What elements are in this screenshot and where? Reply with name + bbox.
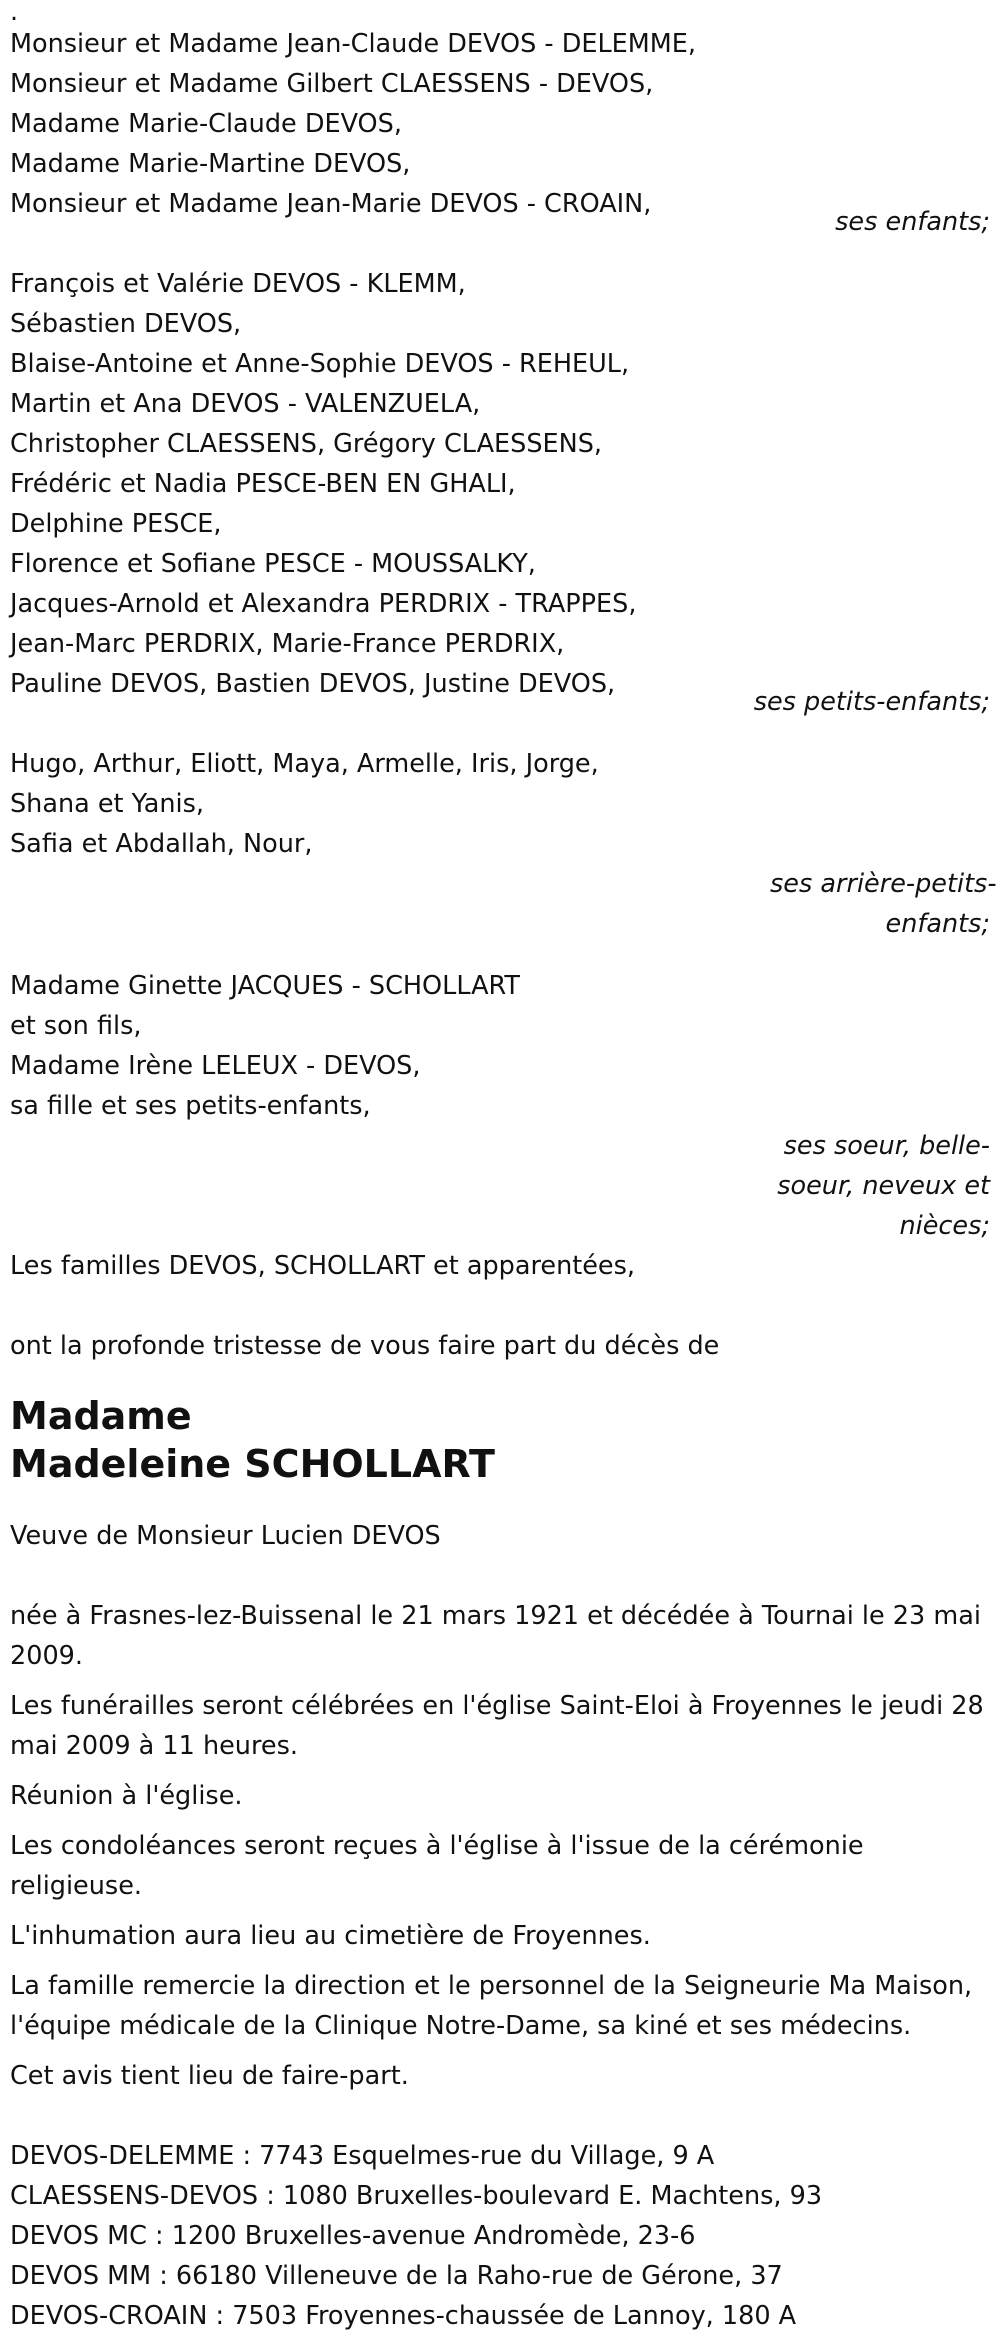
address-line: DEVOS MC : 1200 Bruxelles-avenue Andromède, 23-6 bbox=[10, 2221, 696, 2251]
grandchild-line: Jean-Marc PERDRIX, Marie-France PERDRIX, bbox=[10, 629, 565, 659]
grandchild-line: Blaise-Antoine et Anne-Sophie DEVOS - REHEUL, bbox=[10, 349, 630, 379]
great-grandchild-line: Hugo, Arthur, Eliott, Maya, Armelle, Iris, Jorge, bbox=[10, 749, 599, 779]
grandchild-line: Jacques-Arnold et Alexandra PERDRIX - TRAPPES, bbox=[10, 589, 637, 619]
thanks-paragraph: La famille remercie la direction et le personnel de la Seigneurie Ma Maison, l'équipe médicale de la Clinique Notre-Dame, sa kiné et ses médecins. bbox=[10, 1971, 973, 2041]
sibling-line: Madame Ginette JACQUES - SCHOLLART bbox=[10, 971, 520, 1001]
address-line: DEVOS-CROAIN : 7503 Froyennes-chaussée de Lannoy, 180 A bbox=[10, 2301, 797, 2331]
relation-line: enfants; bbox=[885, 909, 990, 939]
children-relation: ses enfants; bbox=[835, 207, 990, 237]
child-line: Monsieur et Madame Jean-Claude DEVOS - DELEMME, bbox=[10, 29, 696, 59]
widow-of-line: Veuve de Monsieur Lucien DEVOS bbox=[10, 1521, 441, 1551]
meeting-paragraph: Réunion à l'église. bbox=[10, 1781, 243, 1811]
siblings-block bbox=[10, 966, 990, 1246]
child-line: Monsieur et Madame Gilbert CLAESSENS - DEVOS, bbox=[10, 69, 654, 99]
great-grandchildren-relation bbox=[770, 864, 997, 944]
great-grandchild-line: Shana et Yanis, bbox=[10, 789, 204, 819]
grandchild-line: Frédéric et Nadia PESCE-BEN EN GHALI, bbox=[10, 469, 516, 499]
addresses-list bbox=[10, 2136, 990, 2336]
child-line: Monsieur et Madame Jean-Marie DEVOS - CROAIN, bbox=[10, 189, 652, 219]
grandchild-line: Delphine PESCE, bbox=[10, 509, 222, 539]
relation-line: soeur, neveux et bbox=[777, 1171, 990, 1201]
address-line: DEVOS MM : 66180 Villeneuve de la Raho-rue de Gérone, 37 bbox=[10, 2261, 783, 2291]
grandchild-line: Pauline DEVOS, Bastien DEVOS, Justine DEVOS, bbox=[10, 669, 616, 699]
address-line: DEVOS-DELEMME : 7743 Esquelmes-rue du Village, 9 A bbox=[10, 2141, 715, 2171]
relation-line: ses arrière-petits- bbox=[770, 869, 997, 899]
child-line: Madame Marie-Martine DEVOS, bbox=[10, 149, 411, 179]
birth-death-paragraph: née à Frasnes-lez-Buissenal le 21 mars 1921 et décédée à Tournai le 23 mai 2009. bbox=[10, 1601, 981, 1671]
great-grandchildren-block bbox=[10, 744, 997, 944]
deceased-honorific: Madame bbox=[10, 1394, 192, 1438]
announcement-line: ont la profonde tristesse de vous faire part du décès de bbox=[10, 1331, 720, 1361]
grandchild-line: Florence et Sofiane PESCE - MOUSSALKY, bbox=[10, 549, 536, 579]
sibling-line: sa fille et ses petits-enfants, bbox=[10, 1091, 371, 1121]
children-block bbox=[10, 24, 990, 242]
great-grandchild-line: Safia et Abdallah, Nour, bbox=[10, 829, 313, 859]
grandchildren-relation: ses petits-enfants; bbox=[753, 687, 990, 717]
sibling-line: et son fils, bbox=[10, 1011, 142, 1041]
grandchild-line: Christopher CLAESSENS, Grégory CLAESSENS, bbox=[10, 429, 603, 459]
sibling-line: Madame Irène LELEUX - DEVOS, bbox=[10, 1051, 421, 1081]
families-line: Les familles DEVOS, SCHOLLART et apparentées, bbox=[10, 1251, 636, 1281]
grandchild-line: François et Valérie DEVOS - KLEMM, bbox=[10, 269, 466, 299]
siblings-relation bbox=[770, 1126, 990, 1246]
condolences-paragraph: Les condoléances seront reçues à l'église à l'issue de la cérémonie religieuse. bbox=[10, 1831, 864, 1901]
address-line: CLAESSENS-DEVOS : 1080 Bruxelles-boulevard E. Machtens, 93 bbox=[10, 2181, 823, 2211]
leading-dot: . bbox=[10, 0, 19, 27]
details-section bbox=[10, 1596, 990, 2096]
relation-line: ses soeur, belle- bbox=[783, 1131, 990, 1161]
burial-paragraph: L'inhumation aura lieu au cimetière de Froyennes. bbox=[10, 1921, 651, 1951]
relation-line: nièces; bbox=[899, 1211, 990, 1241]
deceased-title bbox=[10, 1392, 990, 1488]
grandchild-line: Sébastien DEVOS, bbox=[10, 309, 242, 339]
deceased-name: Madeleine SCHOLLART bbox=[10, 1442, 495, 1486]
notice-paragraph: Cet avis tient lieu de faire-part. bbox=[10, 2061, 409, 2091]
grandchild-line: Martin et Ana DEVOS - VALENZUELA, bbox=[10, 389, 481, 419]
child-line: Madame Marie-Claude DEVOS, bbox=[10, 109, 402, 139]
funeral-paragraph: Les funérailles seront célébrées en l'église Saint-Eloi à Froyennes le jeudi 28 mai 2009 à 11 heures. bbox=[10, 1691, 984, 1761]
grandchildren-block bbox=[10, 264, 990, 722]
